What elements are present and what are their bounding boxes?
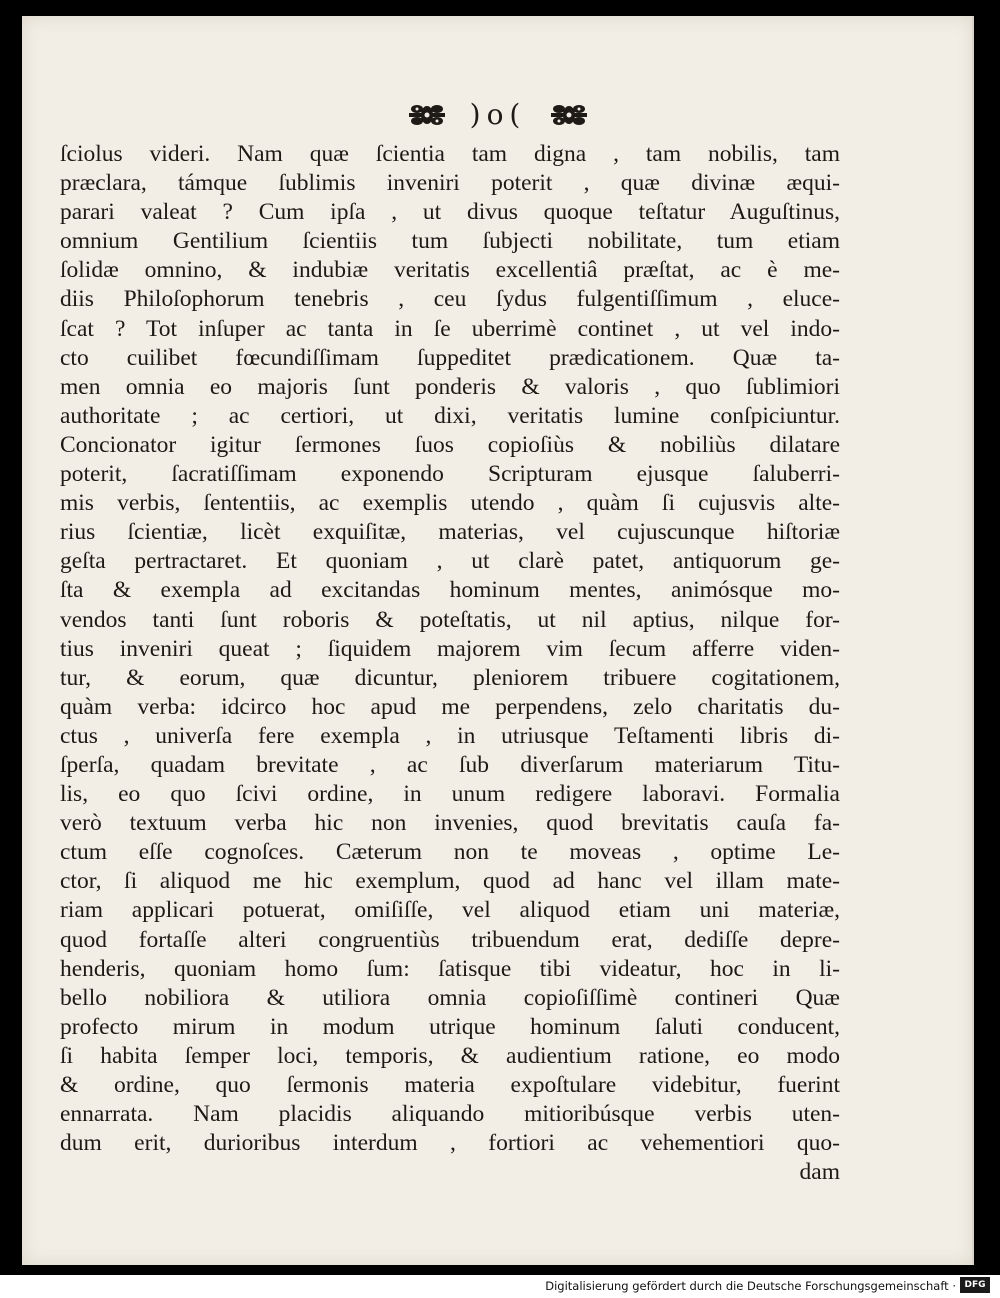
page-edge: [972, 16, 974, 1265]
book-page: [22, 16, 974, 1265]
header-center-mark: )o(: [469, 98, 527, 131]
right-floral-ornament-icon: [549, 101, 589, 129]
text-line: tur, & eorum, quæ dicuntur, pleniorem tribuere cogitationem,: [60, 664, 840, 691]
text-line: rius ſcientiæ, licèt exquiſitæ, materias, vel cujuscunque hiſtoriæ: [60, 519, 840, 546]
text-line: cto cuilibet fœcundiſſimam ſuppeditet prædicationem. Quæ ta-: [60, 344, 840, 371]
text-line: quàm verba: idcirco hoc apud me perpendens, zelo charitatis du-: [60, 693, 840, 720]
text-line: lis, eo quo ſcivi ordine, in unum redigere laboravi. Formalia: [60, 781, 840, 808]
text-line: ſperſa, quadam brevitate , ac ſub diverſarum materiarum Titu-: [60, 751, 840, 778]
text-line: henderis, quoniam homo ſum: ſatisque tibi videatur, hoc in li-: [60, 955, 840, 982]
text-line: bello nobiliora & utiliora omnia copioſiſſimè contineri Quæ: [60, 984, 840, 1011]
digitization-footer: [0, 1275, 1000, 1298]
text-line: ſolidæ omnino, & indubiæ veritatis excellentiâ præſtat, ac è me-: [60, 257, 840, 284]
text-line: ennarrata. Nam placidis aliquando mitioribúsque verbis uten-: [60, 1101, 840, 1128]
text-line: profecto mirum in modum utrique hominum ſaluti conducent,: [60, 1013, 840, 1040]
text-line: Concionator igitur ſermones ſuos copioſiùs & nobiliùs dilatare: [60, 431, 840, 458]
catchword: dam: [799, 1159, 840, 1186]
text-line: mis verbis, ſententiis, ac exemplis utendo , quàm ſi cujusvis alte-: [60, 490, 840, 517]
text-line: riam applicari potuerat, omiſiſſe, vel aliquod etiam uni materiæ,: [60, 897, 840, 924]
text-line: verò textuum verba hic non invenies, quod brevitatis cauſa fa-: [60, 810, 840, 837]
text-line: quod fortaſſe alteri congruentiùs tribuendum erat, dediſſe depre-: [60, 926, 840, 953]
text-line: dum erit, durioribus interdum , fortiori ac vehementiori quo-: [60, 1130, 840, 1157]
text-line: ſi habita ſemper loci, temporis, & audientium ratione, eo modo: [60, 1042, 840, 1069]
text-line: omnium Gentilium ſcientiis tum ſubjecti nobilitate, tum etiam: [60, 228, 840, 255]
text-line: ctum eſſe cognoſces. Cæterum non te moveas , optime Le-: [60, 839, 840, 866]
text-line: parari valeat ? Cum ipſa , ut divus quoque teſtatur Auguſtinus,: [60, 199, 840, 226]
text-line: ſta & exempla ad excitandas hominum mentes, animósque mo-: [60, 577, 840, 604]
body-text: [60, 140, 840, 1187]
left-floral-ornament-icon: [407, 101, 447, 129]
text-line: ctus , univerſa fere exempla , in utriusque Teſtamenti libris di-: [60, 722, 840, 749]
page-header-ornament: [22, 98, 974, 138]
text-line: geſta pertractaret. Et quoniam , ut clarè patet, antiquorum ge-: [60, 548, 840, 575]
text-line: diis Philoſophorum tenebris , ceu ſydus fulgentiſſimum , eluce-: [60, 286, 840, 313]
text-line: poterit, ſacratiſſimam exponendo Scripturam ejusque ſaluberri-: [60, 461, 840, 488]
text-line: ſcat ? Tot inſuper ac tanta in ſe uberrimè continet , ut vel indo-: [60, 315, 840, 342]
text-line: ctor, ſi aliquod me hic exemplum, quod ad hanc vel illam mate-: [60, 868, 840, 895]
text-line: ſciolus videri. Nam quæ ſcientia tam digna , tam nobilis, tam: [60, 141, 840, 167]
text-line: men omnia eo majoris ſunt ponderis & valoris , quo ſublimiori: [60, 373, 840, 400]
text-line: præclara, támque ſublimis inveniri poterit , quæ divinæ æqui-: [60, 170, 840, 197]
text-line: authoritate ; ac certiori, ut dixi, veritatis lumine conſpiciuntur.: [60, 402, 840, 429]
funding-credit: Digitalisierung gefördert durch die Deutsche Forschungsgemeinschaft ·: [545, 1279, 956, 1293]
text-line: tius inveniri queat ; ſiquidem majorem vim ſecum afferre viden-: [60, 635, 840, 662]
text-line: vendos tanti ſunt roboris & poteſtatis, ut nil aptius, nilque for-: [60, 606, 840, 633]
text-line: & ordine, quo ſermonis materia expoſtulare videbitur, fuerint: [60, 1072, 840, 1098]
dfg-logo[interactable]: DFG: [960, 1277, 990, 1293]
